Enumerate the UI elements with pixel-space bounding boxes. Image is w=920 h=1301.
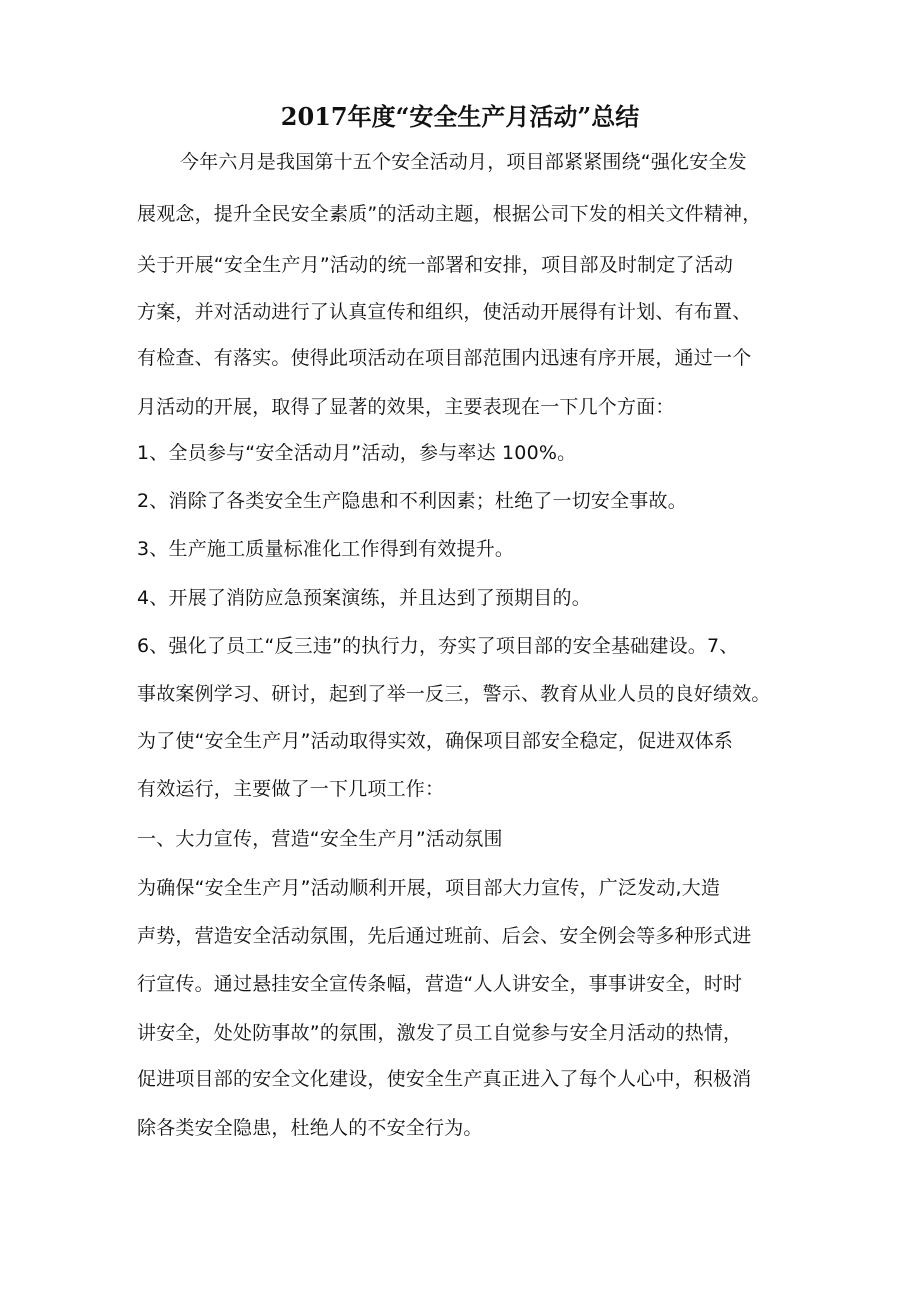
body-line-2: 展观念，提升全民安全素质”的活动主题，根据公司下发的相关文件精神， bbox=[137, 203, 762, 225]
document-title: 2017年度“安全生产月活动”总结 bbox=[280, 102, 640, 131]
body-line-1: 今年六月是我国第十五个安全活动月，项目部紧紧围绕“强化安全发 bbox=[180, 151, 747, 173]
list-item-6: 6、强化了员工“反三违”的执行力，夯实了项目部的安全基础建设。7、 bbox=[137, 635, 739, 657]
body-line-7: 为了使“安全生产月”活动取得实效，确保项目部安全稳定，促进双体系 bbox=[137, 730, 734, 752]
body-line-12: 讲安全，处处防事故”的氛围，激发了员工自觉参与安全月活动的热情， bbox=[137, 1022, 743, 1044]
body-line-11: 行宣传。通过悬挂安全宣传条幅，营造“人人讲安全，事事讲安全，时时 bbox=[137, 973, 743, 995]
body-line-5: 有检查、有落实。使得此项活动在项目部范围内迅速有序开展，通过一个 bbox=[137, 347, 752, 369]
body-line-14: 除各类安全隐患，杜绝人的不安全行为。 bbox=[137, 1117, 483, 1139]
body-line-10: 声势，营造安全活动氛围，先后通过班前、后会、安全例会等多种形式进 bbox=[137, 925, 752, 947]
body-line-9: 为确保“安全生产月”活动顺利开展，项目部大力宣传，广泛发动,大造 bbox=[137, 877, 721, 899]
body-line-13: 促进项目部的安全文化建设，使安全生产真正进入了每个人心中，积极消 bbox=[137, 1068, 752, 1090]
list-item-2: 2、消除了各类安全生产隐患和不利因素；杜绝了一切安全事故。 bbox=[137, 490, 687, 512]
body-line-4: 方案，并对活动进行了认真宣传和组织，使活动开展得有计划、有布置、 bbox=[137, 301, 752, 323]
list-item-7-cont: 事故案例学习、研讨，起到了举一反三，警示、教育从业人员的良好绩效。 bbox=[137, 683, 771, 705]
list-item-4: 4、开展了消防应急预案演练，并且达到了预期目的。 bbox=[137, 587, 591, 609]
body-line-8: 有效运行，主要做了一下几项工作： bbox=[137, 778, 445, 800]
list-item-3: 3、生产施工质量标准化工作得到有效提升。 bbox=[137, 538, 515, 560]
section-heading-1: 一、大力宣传，营造“安全生产月”活动氛围 bbox=[137, 828, 503, 850]
body-line-3: 关于开展“安全生产月”活动的统一部署和安排，项目部及时制定了活动 bbox=[137, 254, 734, 276]
body-line-6: 月活动的开展，取得了显著的效果，主要表现在一下几个方面： bbox=[137, 396, 675, 418]
list-item-1: 1、全员参与“安全活动月”活动，参与率达 100%。 bbox=[137, 442, 577, 464]
